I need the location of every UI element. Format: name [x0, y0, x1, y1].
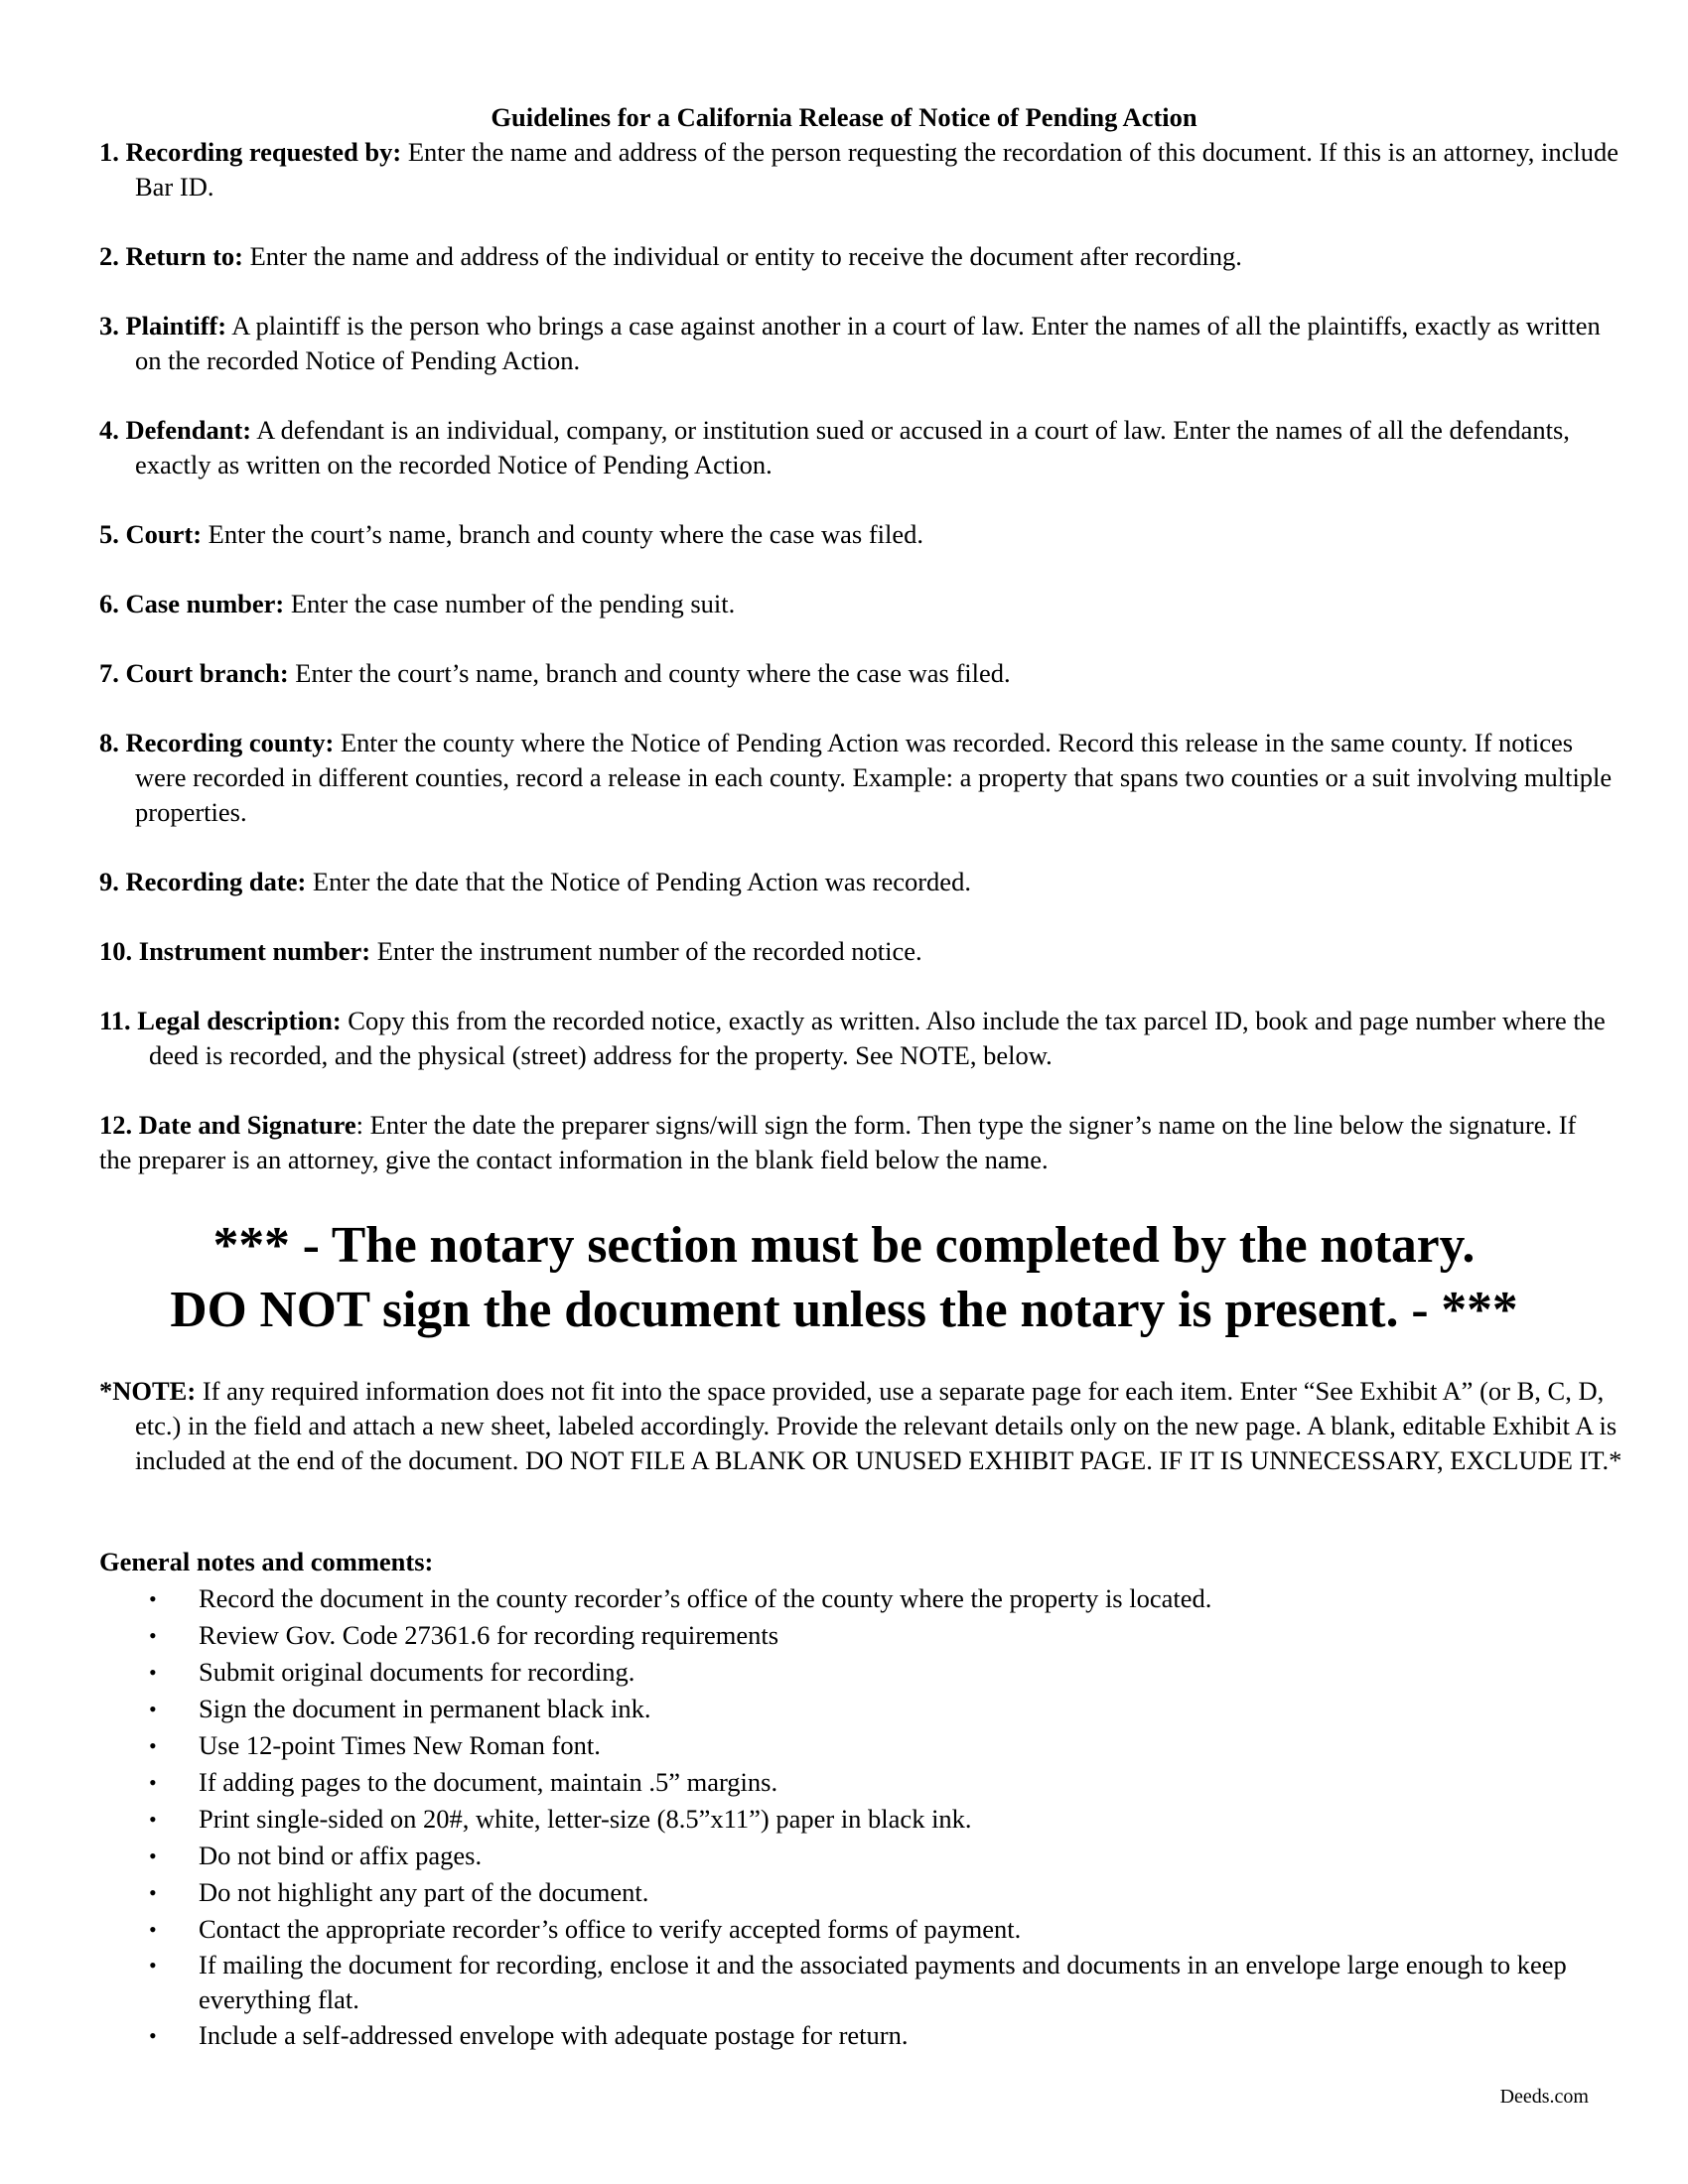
guideline-legal-description — [99, 1004, 1638, 1073]
bullet-icon: • — [149, 1770, 157, 1795]
guideline-number: 12. — [99, 1110, 133, 1140]
list-item — [99, 1764, 1589, 1801]
list-item — [99, 1617, 1589, 1654]
guideline-text: Enter the court’s name, branch and county where the case was filed. — [288, 658, 1011, 688]
guideline-number: 4. — [99, 415, 119, 445]
guideline-label: Return to: — [125, 241, 243, 271]
list-item-text: Include a self-addressed envelope with adequate postage for return. — [199, 2020, 909, 2050]
guideline-return-to — [99, 239, 1624, 274]
guideline-label: Instrument number: — [138, 936, 371, 966]
guideline-number: 8. — [99, 728, 119, 757]
list-item-text: Do not bind or affix pages. — [199, 1841, 483, 1870]
guideline-label: Defendant: — [125, 415, 252, 445]
bullet-icon: • — [149, 1807, 157, 1832]
list-item-text: Contact the appropriate recorder’s office to verify accepted forms of payment. — [199, 1914, 1022, 1944]
list-item — [99, 1874, 1589, 1911]
guideline-defendant — [99, 413, 1624, 482]
list-item — [99, 2017, 1589, 2054]
general-notes-heading: General notes and comments: — [99, 1547, 434, 1576]
guideline-label: Case number: — [125, 589, 285, 618]
list-item-text: Do not highlight any part of the document. — [199, 1877, 649, 1907]
guideline-number: 7. — [99, 658, 119, 688]
list-item — [99, 1911, 1589, 1948]
guideline-number: 11. — [99, 1006, 131, 1035]
guideline-case-number — [99, 587, 1624, 621]
list-item — [99, 1801, 1589, 1838]
list-item-text: Submit original documents for recording. — [199, 1657, 635, 1687]
list-item — [99, 1948, 1589, 2017]
guideline-text: Enter the name and address of the individual or entity to receive the document after recording. — [243, 241, 1242, 271]
note-label: *NOTE: — [99, 1376, 197, 1406]
list-item — [99, 1838, 1589, 1874]
guideline-court — [99, 517, 1624, 552]
guideline-number: 6. — [99, 589, 119, 618]
guideline-number: 3. — [99, 311, 119, 341]
guideline-recording-requested-by — [99, 135, 1624, 205]
guideline-label: Plaintiff: — [125, 311, 227, 341]
guideline-text: Enter the instrument number of the recorded notice. — [370, 936, 922, 966]
guideline-text: A plaintiff is the person who brings a case against another in a court of law. Enter the names of all the plaintiffs, exactly as written on the recorded Notice of Pending Action. — [135, 311, 1601, 375]
notary-warning-line: DO NOT sign the document unless the notary is present. - *** — [170, 1282, 1518, 1338]
guideline-text: Enter the court’s name, branch and county where the case was filed. — [202, 519, 924, 549]
list-item — [99, 1727, 1589, 1764]
list-item — [99, 1580, 1589, 1617]
guideline-number: 5. — [99, 519, 119, 549]
notary-warning — [60, 1213, 1628, 1342]
guideline-text: Enter the case number of the pending suit. — [284, 589, 736, 618]
bullet-icon: • — [149, 1953, 157, 1978]
bullet-icon: • — [149, 1697, 157, 1721]
list-item-text: Use 12-point Times New Roman font. — [199, 1730, 601, 1760]
guideline-text: Enter the name and address of the person requesting the recordation of this document. If this is an attorney, include Bar ID. — [135, 137, 1618, 202]
bullet-icon: • — [149, 1623, 157, 1648]
guideline-text: Enter the date that the Notice of Pending Action was recorded. — [306, 867, 971, 896]
guideline-date-and-signature — [99, 1108, 1589, 1177]
guideline-number: 2. — [99, 241, 119, 271]
note-text: If any required information does not fit into the space provided, use a separate page for each item. Enter “See Exhibit A” (or B, C, D, etc.) in the field and attach a new sheet, labeled accordingly. Provide the relevant details only on the new page. A blank, editable Exhibit A is included at the end of the document. DO NOT FILE A BLANK OR UNUSED EXHIBIT PAGE. IF IT IS UNNECESSARY, EXCLUDE IT.* — [135, 1376, 1622, 1475]
bullet-icon: • — [149, 1843, 157, 1868]
bullet-icon: • — [149, 1880, 157, 1905]
guideline-court-branch — [99, 656, 1624, 691]
guideline-label: Legal description: — [137, 1006, 342, 1035]
guideline-number: 9. — [99, 867, 119, 896]
guideline-number: 1. — [99, 137, 119, 167]
list-item-text: Sign the document in permanent black ink. — [199, 1694, 651, 1723]
bullet-icon: • — [149, 1660, 157, 1685]
guideline-recording-county — [99, 726, 1624, 830]
guideline-text: Enter the county where the Notice of Pending Action was recorded. Record this release in the same county. If notices were recorded in different counties, record a release in each county. Example: a property that spans two counties or a suit involving multiple properties. — [135, 728, 1613, 827]
guideline-number: 10. — [99, 936, 133, 966]
bullet-icon: • — [149, 1586, 157, 1611]
document-title: Guidelines for a California Release of Notice of Pending Action — [491, 102, 1197, 132]
guideline-recording-date — [99, 865, 1624, 899]
list-item-text: Print single-sided on 20#, white, letter-size (8.5”x11”) paper in black ink. — [199, 1804, 972, 1834]
guideline-label: Recording requested by: — [125, 137, 402, 167]
guideline-plaintiff — [99, 309, 1624, 378]
guideline-label: Date and Signature — [138, 1110, 356, 1140]
list-item-text: Record the document in the county recorder’s office of the county where the property is located. — [199, 1583, 1212, 1613]
guideline-instrument-number — [99, 934, 1638, 969]
general-notes-list — [99, 1580, 1589, 2054]
notary-warning-line: *** - The notary section must be completed by the notary. — [212, 1217, 1476, 1274]
list-item — [99, 1691, 1589, 1727]
guideline-label: Court: — [125, 519, 203, 549]
list-item-text: If mailing the document for recording, enclose it and the associated payments and documents in an envelope large enough to keep everything flat. — [199, 1950, 1567, 2014]
list-item — [99, 1654, 1589, 1691]
guideline-label: Recording county: — [125, 728, 335, 757]
bullet-icon: • — [149, 2023, 157, 2048]
bullet-icon: • — [149, 1917, 157, 1942]
exhibit-note — [99, 1374, 1624, 1478]
bullet-icon: • — [149, 1733, 157, 1758]
guideline-text: Copy this from the recorded notice, exactly as written. Also include the tax parcel ID, book and page number where the deed is recorded, and the physical (street) address for the property. See NOTE, below. — [149, 1006, 1606, 1070]
guideline-label: Court branch: — [125, 658, 289, 688]
guideline-label: Recording date: — [125, 867, 307, 896]
footer-site-name: Deeds.com — [1499, 2086, 1589, 2108]
guideline-text: A defendant is an individual, company, or institution sued or accused in a court of law. Enter the names of all the defendants, exactly as written on the recorded Notice of Pending Action. — [135, 415, 1570, 479]
guideline-text: : Enter the date the preparer signs/will sign the form. Then type the signer’s name on the line below the signature. If the preparer is an attorney, give the contact information in the blank field below the name. — [99, 1110, 1577, 1174]
list-item-text: Review Gov. Code 27361.6 for recording requirements — [199, 1620, 779, 1650]
list-item-text: If adding pages to the document, maintain .5” margins. — [199, 1767, 778, 1797]
